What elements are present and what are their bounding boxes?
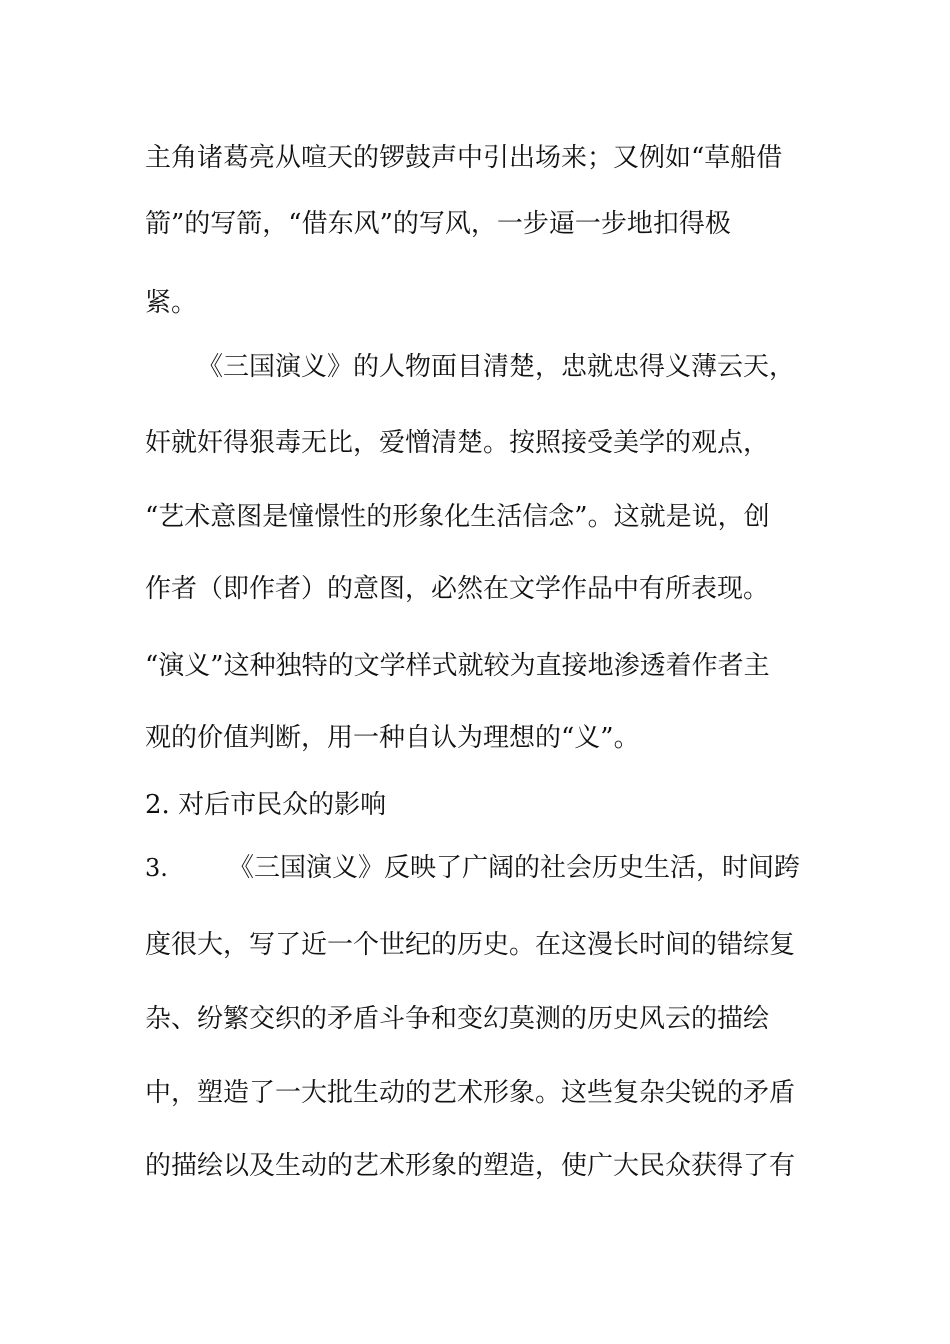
text-line: 中，塑造了一大批生动的艺术形象。这些复杂尖锐的矛盾 [145,1078,796,1108]
text-line: “演义”这种独特的文学样式就较为直接地渗透着作者主 [145,651,770,681]
text-line: 《三国演义》反映了广阔的社会历史生活，时间跨 [228,853,801,883]
text-line: 观的价值判断，用一种自认为理想的“义”。 [145,723,640,753]
text-line: 箭”的写箭，“借东风”的写风，一步逼一步地扣得极 [145,209,731,239]
text-line: “艺术意图是憧憬性的形象化生活信念”。这就是说，创 [145,502,770,532]
text-line: 奸就奸得狠毒无比，爱憎清楚。按照接受美学的观点， [145,428,770,458]
text-line: 度很大，写了近一个世纪的历史。在这漫长时间的错综复 [145,930,796,960]
section-heading: 2. 对后市民众的影响 [145,790,387,820]
list-number: 3. [145,854,168,882]
text-line: 的描绘以及生动的艺术形象的塑造，使广大民众获得了有 [145,1151,796,1181]
text-line: 紧。 [145,288,198,318]
text-line: 主角诸葛亮从喧天的锣鼓声中引出场来；又例如“草船借 [145,143,783,173]
text-line: 《三国演义》的人物面目清楚，忠就忠得义薄云天， [197,352,796,382]
text-line: 作者（即作者）的意图，必然在文学作品中有所表现。 [145,574,770,604]
text-line: 杂、纷繁交织的矛盾斗争和变幻莫测的历史风云的描绘 [145,1004,770,1034]
